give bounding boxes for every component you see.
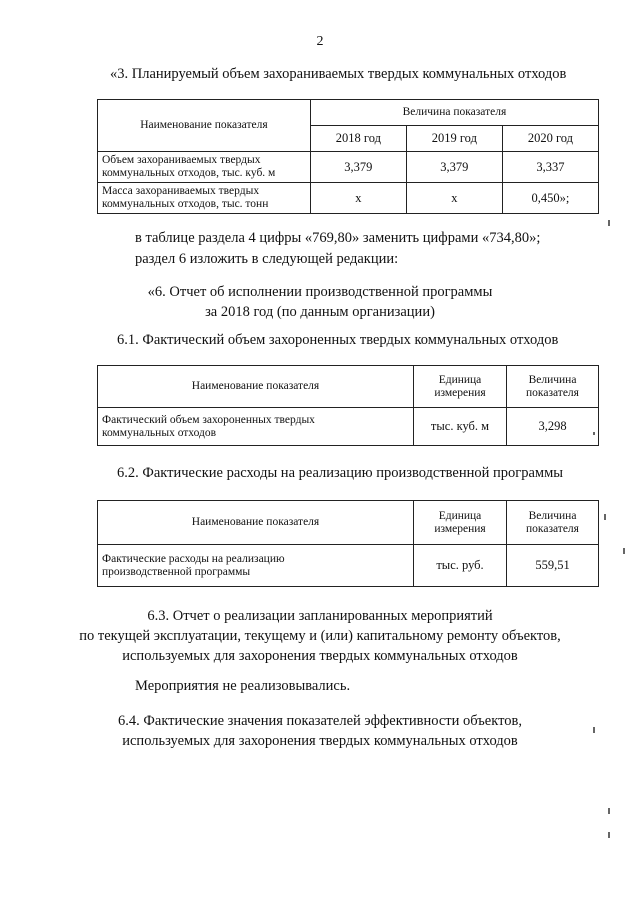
unit-header-line: Единица <box>438 509 482 522</box>
column-header-unit <box>414 501 507 545</box>
scan-mark <box>623 548 625 554</box>
table-header-row <box>98 366 599 408</box>
table-cell: х <box>406 183 502 214</box>
replace-text: в таблице раздела 4 цифры «769,80» заменить цифрами «734,80»; <box>135 230 541 246</box>
row-name <box>98 183 311 214</box>
section-6-intro: раздел 6 изложить в следующей редакции: <box>135 251 399 267</box>
table-row <box>98 408 599 446</box>
column-header-unit <box>414 366 507 408</box>
year-2019: 2019 год <box>406 126 502 152</box>
section-6-2-title: 6.2. Фактические расходы на реализацию производственной программы <box>117 465 564 481</box>
scan-mark <box>608 220 610 226</box>
section-6-4-title <box>0 711 640 751</box>
table-cell: х <box>310 183 406 214</box>
section-6-4-title-line: 6.4. Фактические значения показателей эффективности объектов, <box>118 713 522 729</box>
year-2018: 2018 год <box>310 126 406 152</box>
scan-mark <box>593 432 595 435</box>
scan-mark <box>604 514 606 520</box>
section-6-title <box>0 282 640 322</box>
section-6-3-title <box>0 606 640 666</box>
unit-header-line: Единица <box>438 373 482 386</box>
section-6-3-title-line: 6.3. Отчет о реализации запланированных мероприятий <box>147 608 493 624</box>
row-name-line: коммунальных отходов, тыс. тонн <box>102 198 269 210</box>
table-cell: 0,450»; <box>502 183 598 214</box>
table-row <box>98 152 599 183</box>
section-6-title-line: «6. Отчет об исполнении производственной программы <box>147 284 493 300</box>
row-name-line: Фактические расходы на реализацию <box>102 552 285 565</box>
row-name <box>98 152 311 183</box>
column-header-name: Наименование показателя <box>98 100 311 152</box>
column-header-value <box>507 366 599 408</box>
table-cell: 3,379 <box>406 152 502 183</box>
scan-mark <box>608 808 610 814</box>
section-6-1-title: 6.1. Фактический объем захороненных твердых коммунальных отходов <box>117 332 559 348</box>
section-6-3-title-line: используемых для захоронения твердых коммунальных отходов <box>122 648 518 664</box>
section-6-3-note: Мероприятия не реализовывались. <box>135 678 351 694</box>
row-value: 559,51 <box>507 545 599 587</box>
section-6-title-line: за 2018 год (по данным организации) <box>205 304 435 320</box>
table-cell: 3,337 <box>502 152 598 183</box>
table-row <box>98 183 599 214</box>
row-name-line: Объем захораниваемых твердых <box>102 154 261 166</box>
row-name-line: Масса захораниваемых твердых <box>102 185 260 197</box>
planned-volume-table <box>97 99 599 214</box>
value-header-line: показателя <box>526 522 579 535</box>
column-header-name: Наименование показателя <box>98 366 414 408</box>
scan-mark <box>608 832 610 838</box>
year-2020: 2020 год <box>502 126 598 152</box>
section-6-3-title-line: по текущей эксплуатации, текущему и (или) капитальному ремонту объектов, <box>79 628 561 644</box>
unit-header-line: измерения <box>434 522 486 535</box>
table-header-row <box>98 501 599 545</box>
row-name <box>98 408 414 446</box>
row-name <box>98 545 414 587</box>
scan-mark <box>593 727 595 733</box>
column-header-name: Наименование показателя <box>98 501 414 545</box>
section-3-title: «3. Планируемый объем захораниваемых твердых коммунальных отходов <box>110 66 567 82</box>
table-row <box>98 545 599 587</box>
column-header-value: Величина показателя <box>310 100 598 126</box>
value-header-line: Величина <box>528 373 577 386</box>
row-unit: тыс. руб. <box>414 545 507 587</box>
page-number: 2 <box>316 34 324 49</box>
actual-expenses-table <box>97 500 599 587</box>
value-header-line: показателя <box>526 386 579 399</box>
value-header-line: Величина <box>528 509 577 522</box>
unit-header-line: измерения <box>434 386 486 399</box>
section-6-4-title-line: используемых для захоронения твердых коммунальных отходов <box>122 733 518 749</box>
column-header-value <box>507 501 599 545</box>
row-name-line: коммунальных отходов, тыс. куб. м <box>102 167 276 179</box>
table-cell: 3,379 <box>310 152 406 183</box>
actual-volume-table <box>97 365 599 446</box>
row-unit: тыс. куб. м <box>414 408 507 446</box>
row-name-line: Фактический объем захороненных твердых <box>102 413 315 426</box>
row-name-line: производственной программы <box>102 565 251 578</box>
row-value: 3,298 <box>507 408 599 446</box>
row-name-line: коммунальных отходов <box>102 426 217 439</box>
table-header-row <box>98 100 599 126</box>
